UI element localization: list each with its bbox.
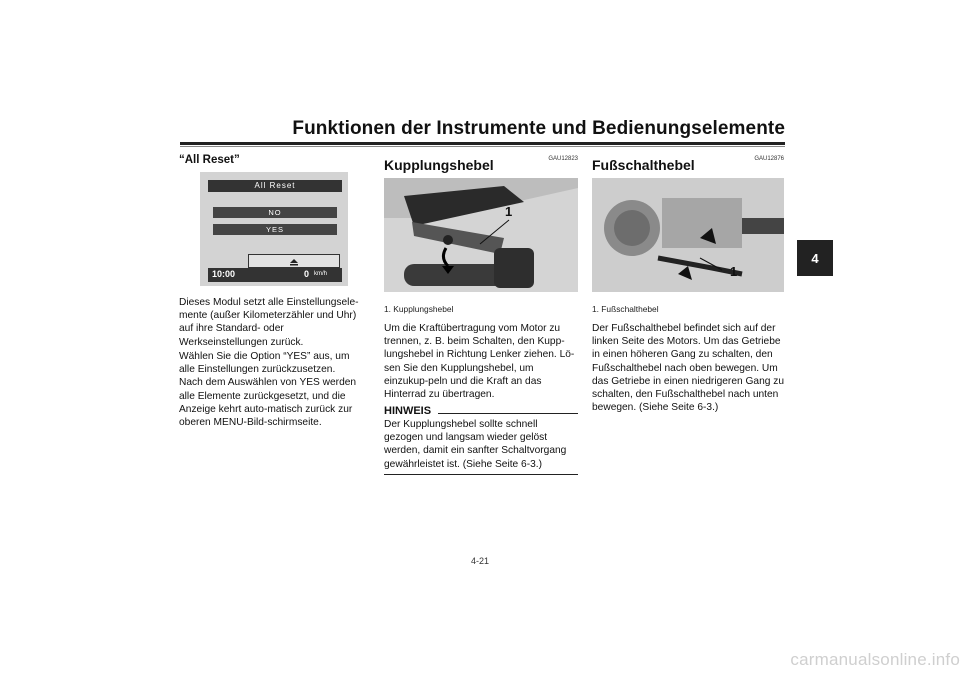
watermark: carmanualsonline.info — [790, 650, 960, 669]
all-reset-paragraph-2: Wählen Sie die Option “YES” aus, um alle Einstellungen zurückzusetzen. Nach dem Auswählen von YES werden alle Elemente zurückgesetzt, und die Anzeige kehrt auto-matisch zurück zur oberen MENU-Bild-schirmseite. — [179, 351, 357, 429]
shift-pedal-caption: 1. Fußschalthebel — [592, 304, 659, 314]
clutch-callout-number: 1 — [505, 204, 513, 219]
clutch-lever-paragraph: Um die Kraftübertragung vom Motor zu trennen, z. B. beim Schalten, den Kupp-lungshebel in Richtung Lenker ziehen. Lö-sen Sie den Kupplungshebel, um einzukup-peln und die Kraft an das Hinterrad zu übertragen. — [384, 323, 575, 401]
screen-speed: 0 — [304, 269, 310, 279]
note-rule-bottom — [384, 474, 578, 475]
section-code: GAU12823 — [548, 156, 578, 162]
page-title: Funktionen der Instrumente und Bedienungselemente — [292, 118, 785, 139]
note-rule-top — [438, 413, 578, 414]
screen-status-bar — [208, 268, 342, 282]
clutch-lever-illustration — [384, 178, 578, 292]
screen-speed-unit: km/h — [314, 271, 328, 277]
eject-icon — [249, 256, 339, 268]
note-title: HINWEIS — [384, 405, 432, 417]
screen-clock: 10:00 — [212, 269, 236, 279]
shift-pedal-paragraph: Der Fußschalthebel befindet sich auf der linken Seite des Motors. Um das Getriebe in einen höheren Gang zu schalten, den Fußschalthebel nach oben bewegen. Um das Getriebe in einen niedrigeren Gang zu schalten, den Fußschalthebel nach unten bewegen. (Siehe Seite 6-3.) — [592, 323, 784, 414]
screen-title-bar: All Reset — [208, 180, 342, 192]
note-text: Der Kupplungshebel sollte schnell gezogen und langsam wieder gelöst werden, damit ein sanfter Schaltvorgang gewährleistet ist. (Siehe Seite 6-3.) — [384, 419, 567, 470]
section-code: GAU12876 — [754, 156, 784, 162]
shift-callout-number: 1 — [730, 264, 738, 279]
page-number: 4-21 — [470, 556, 489, 566]
chapter-tab: 4 — [797, 240, 833, 276]
screen-eject-box — [248, 254, 340, 268]
shift-pedal-heading: Fußschalthebel — [592, 157, 695, 173]
all-reset-heading: “All Reset” — [179, 154, 240, 166]
clutch-lever-heading: Kupplungshebel — [384, 157, 494, 173]
clutch-lever-photo — [384, 178, 578, 292]
all-reset-screen — [200, 172, 348, 286]
screen-option-no: NO — [213, 207, 337, 218]
shift-pedal-illustration — [592, 178, 784, 292]
shift-pedal-photo — [592, 178, 784, 292]
title-rule-thin — [180, 146, 785, 147]
screen-option-yes: YES — [213, 224, 337, 235]
clutch-lever-caption: 1. Kupplungshebel — [384, 304, 454, 314]
title-rule — [180, 142, 785, 145]
all-reset-paragraph-1: Dieses Modul setzt alle Einstellungsele-mente (außer Kilometerzähler und Uhr) auf ihre Standard- oder Werkseinstellungen zurück. — [179, 297, 359, 348]
